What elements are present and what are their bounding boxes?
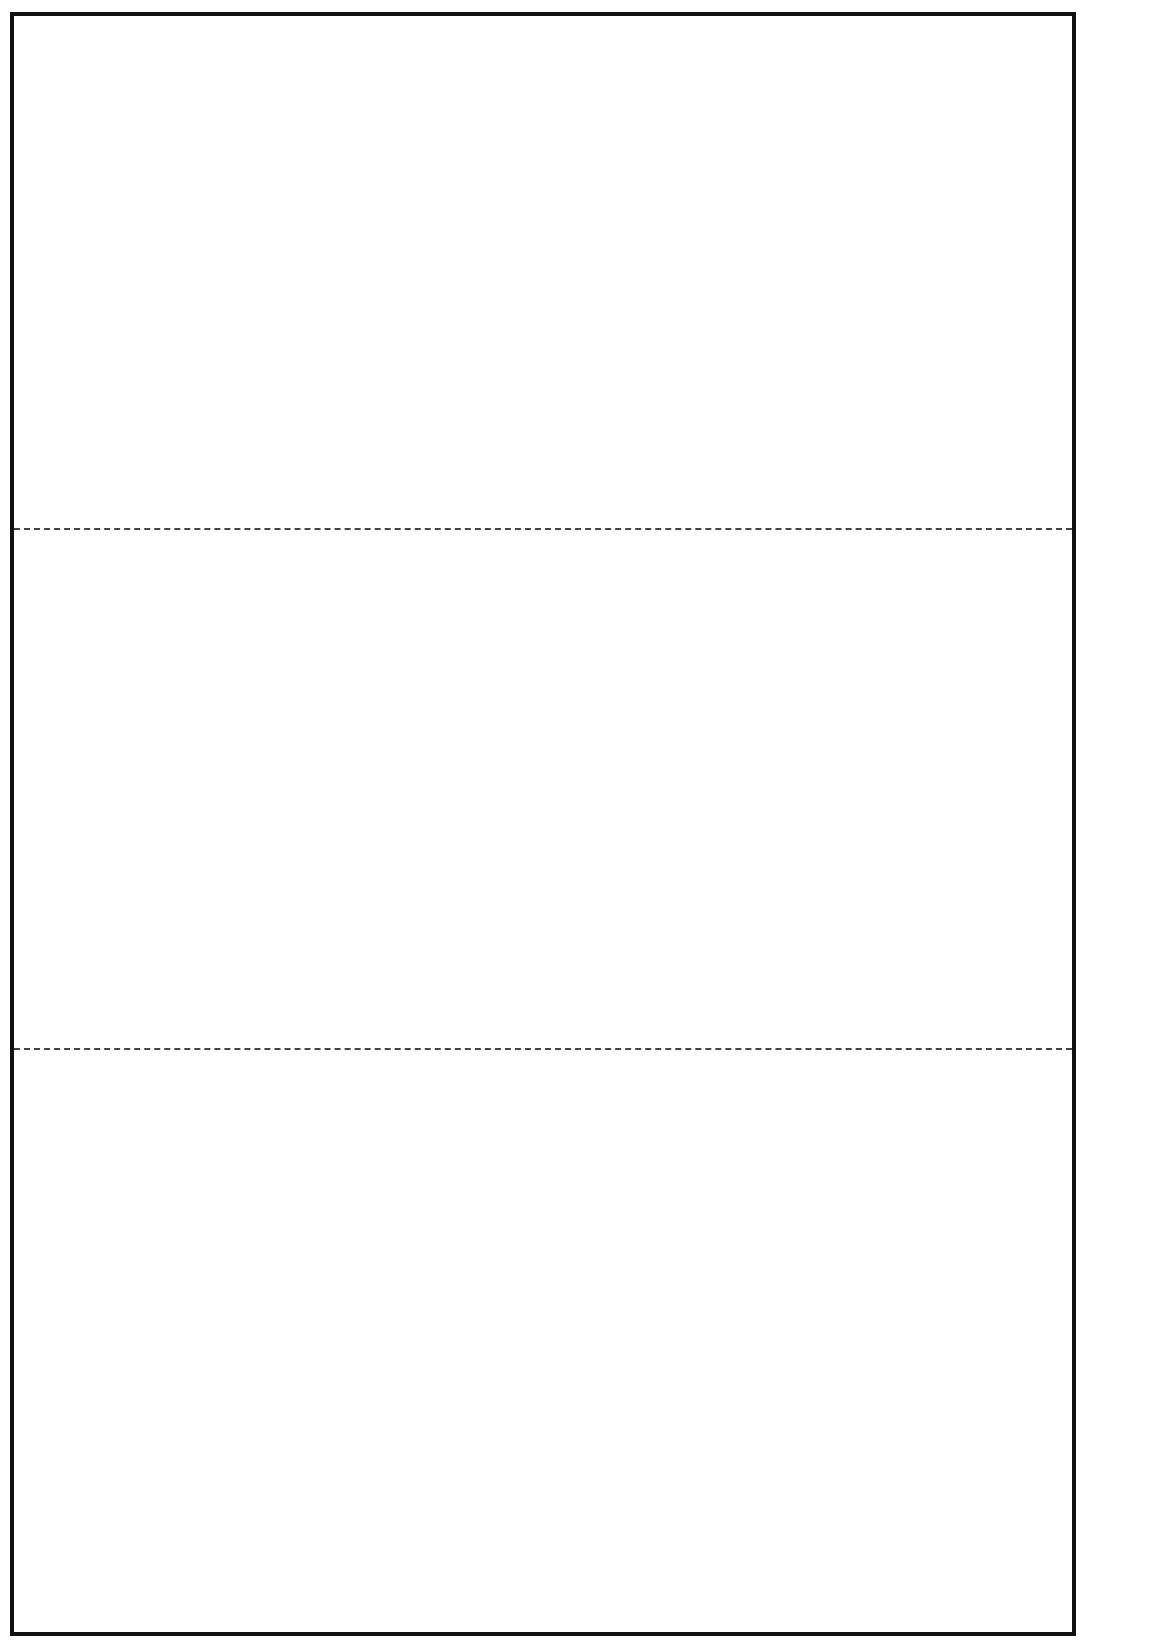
middle-columns [60,600,1020,1040]
middle-panel [60,600,1020,1040]
top-columns [60,40,1020,520]
panel-divider-2 [14,1048,1072,1050]
panel-divider [14,528,1072,530]
top-panel [60,40,1020,520]
bottom-columns [60,1062,1020,1622]
bottom-panel [60,1062,1020,1622]
